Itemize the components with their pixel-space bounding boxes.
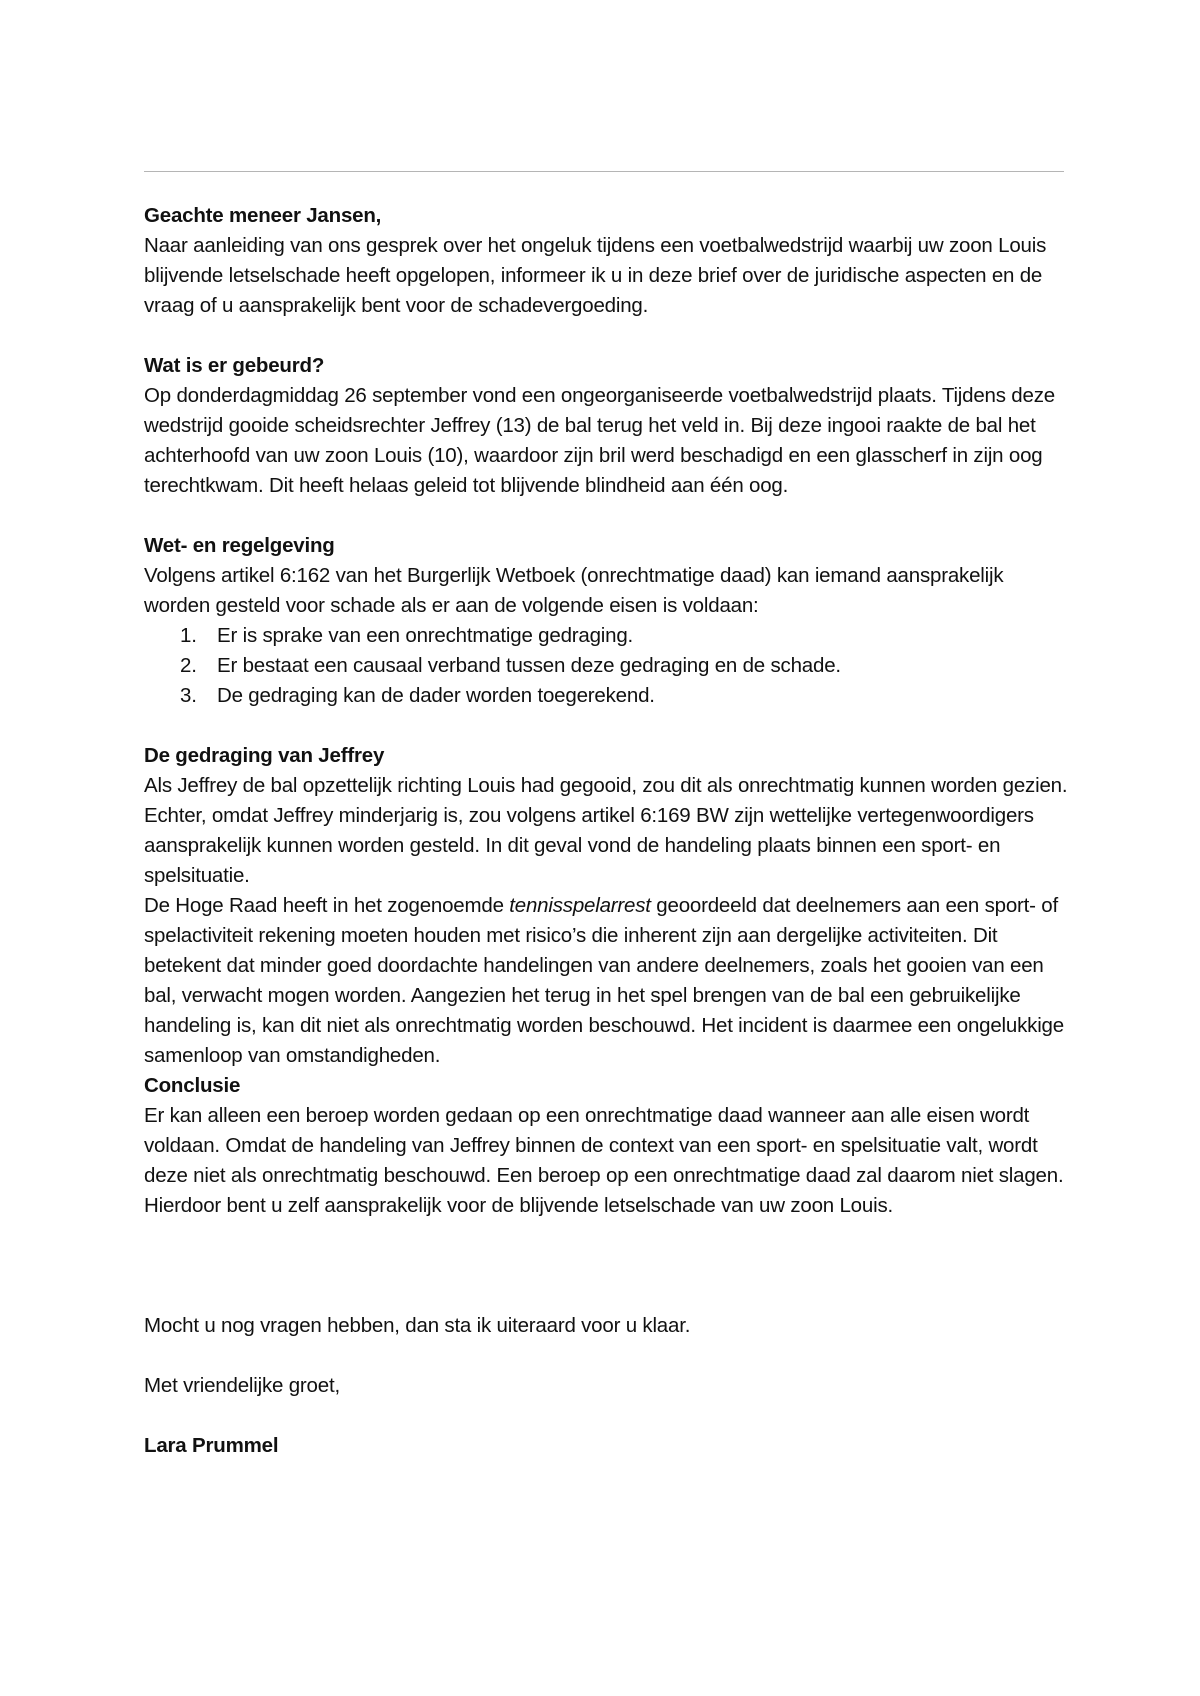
conduct-text-after: geoordeeld dat deelnemers aan een sport- of spelactiviteit rekening moeten houden met risico’s die inherent zijn aan dergelijke activiteiten. Dit betekent dat minder goed doordachte handelingen van andere deelnemers, zoals het gooien van een bal, verwacht mogen worden. Aangezien het terug in het spel brengen van de bal een gebruikelijke handeling is, kan dit niet als onrechtmatig worden beschouwd. Het incident is daarmee een ongelukkige samenloop van omstandigheden. <box>144 894 1064 1067</box>
conclusion-paragraph: Er kan alleen een beroep worden gedaan op een onrechtmatige daad wanneer aan alle eisen wordt voldaan. Omdat de handeling van Jeffrey binnen de context van een sport- en spelsituatie valt, wordt deze niet als onrechtmatig beschouwd. Een beroep op een onrechtmatige daad zal daarom niet slagen. Hierdoor bent u zelf aansprakelijk voor de blijvende letselschade van uw zoon Louis. <box>144 1104 1064 1217</box>
signature-name: Lara Prummel <box>144 1434 279 1457</box>
closing-question: Mocht u nog vragen hebben, dan sta ik uiteraard voor u klaar. <box>144 1314 691 1337</box>
legislation-paragraph: Volgens artikel 6:162 van het Burgerlijk Wetboek (onrechtmatige daad) kan iemand aansprakelijk worden gesteld voor schade als er aan de volgende eisen is voldaan: <box>144 564 1004 617</box>
list-item <box>180 681 1074 711</box>
salutation: Geachte meneer Jansen, <box>144 204 382 227</box>
header-divider <box>144 171 1064 172</box>
section-heading-legislation: Wet- en regelgeving <box>144 534 335 557</box>
conduct-paragraph-1: Als Jeffrey de bal opzettelijk richting Louis had gegooid, zou dit als onrechtmatig kunnen worden gezien. Echter, omdat Jeffrey minderjarig is, zou volgens artikel 6:169 BW zijn wettelijke vertegenwoordigers aansprakelijk kunnen worden gesteld. In dit geval vond de handeling plaats binnen een sport- en spelsituatie. <box>144 774 1068 887</box>
list-item-number: 1. <box>180 624 197 647</box>
list-item-number: 3. <box>180 684 197 707</box>
what-happened-paragraph: Op donderdagmiddag 26 september vond een ongeorganiseerde voetbalwedstrijd plaats. Tijdens deze wedstrijd gooide scheidsrechter Jeffrey (13) de bal terug het veld in. Bij deze ingooi raakte de bal het achterhoofd van uw zoon Louis (10), waardoor zijn bril werd beschadigd en een glasscherf in zijn oog terechtkwam. Dit heeft helaas geleid tot blijvende blindheid aan één oog. <box>144 384 1055 497</box>
conduct-paragraph-2 <box>144 891 1074 1071</box>
closing-greeting: Met vriendelijke groet, <box>144 1374 340 1397</box>
list-item-text: Er bestaat een causaal verband tussen deze gedraging en de schade. <box>217 654 841 677</box>
list-item <box>180 651 1074 681</box>
letter-body <box>144 201 1074 1461</box>
section-heading-conclusion: Conclusie <box>144 1074 241 1097</box>
list-item-text: Er is sprake van een onrechtmatige gedraging. <box>217 624 634 647</box>
case-name-italic: tennisspelarrest <box>509 894 651 917</box>
list-item-number: 2. <box>180 654 197 677</box>
intro-paragraph: Naar aanleiding van ons gesprek over het ongeluk tijdens een voetbalwedstrijd waarbij uw zoon Louis blijvende letselschade heeft opgelopen, informeer ik u in deze brief over de juridische aspecten en de vraag of u aansprakelijk bent voor de schadevergoeding. <box>144 234 1047 317</box>
list-item-text: De gedraging kan de dader worden toegerekend. <box>217 684 655 707</box>
requirements-list <box>144 621 1074 711</box>
section-heading-conduct: De gedraging van Jeffrey <box>144 744 385 767</box>
section-heading-what-happened: Wat is er gebeurd? <box>144 354 325 377</box>
conduct-text-before: De Hoge Raad heeft in het zogenoemde <box>144 894 510 917</box>
list-item <box>180 621 1074 651</box>
